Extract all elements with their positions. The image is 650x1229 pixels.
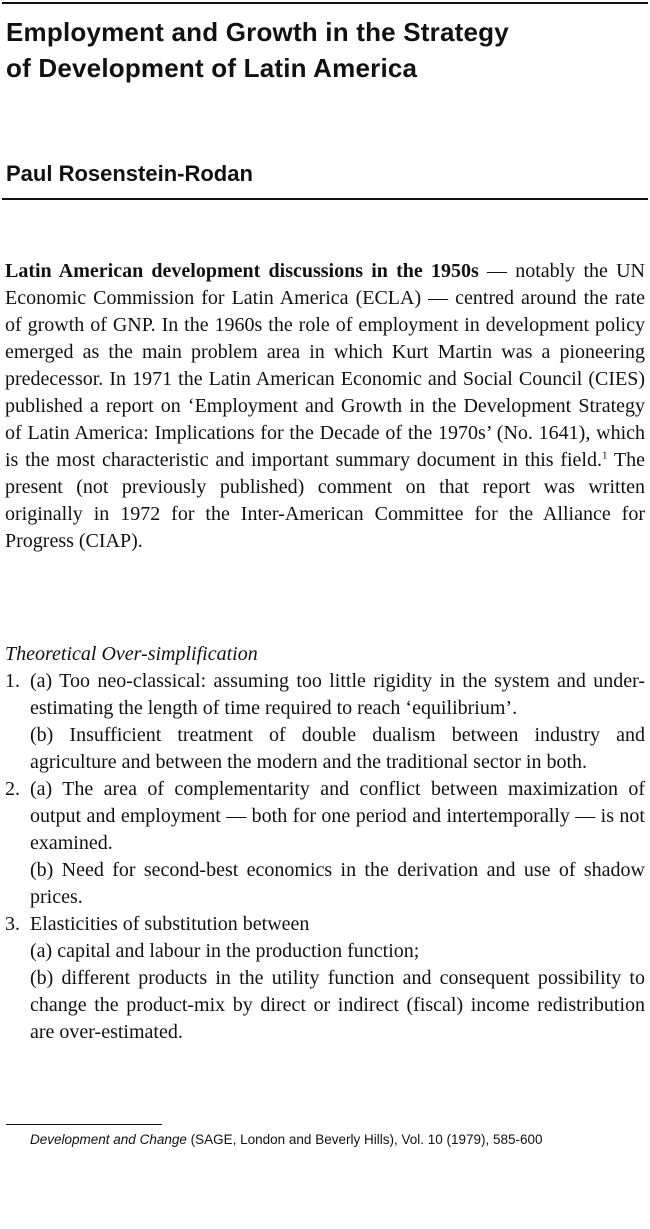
item-number: 3. bbox=[5, 913, 20, 935]
item-part: (a) Too neo-classical: assuming too little rigidity in the system and under-estimating the length of time required to reach ‘equilibrium’. bbox=[30, 670, 645, 719]
abstract-lead: Latin American development discussions in the 1950s bbox=[5, 260, 479, 282]
item-part: (a) capital and labour in the production function; bbox=[30, 940, 420, 962]
item-part: (b) Need for second-best economics in the derivation and use of shadow prices. bbox=[30, 859, 645, 908]
abstract-tail: The present (not previously published) comment on that report was written originally in 1972 for the Inter-American Committee for the Alliance for Progress (CIAP). bbox=[5, 449, 646, 552]
section-heading: Theoretical Over-simplification bbox=[5, 643, 258, 665]
abstract-body: — notably the UN Economic Commission for Latin America (ECLA) — centred around the rate of growth of GNP. In the 1960s the role of employment in development policy emerged as the main problem area in which Kurt Martin was a pioneering predecessor. In 1971 the Latin American Economic and Social Council (CIES) published a report on ‘Employment and Growth in the Development Strategy of Latin America: Implications for the Decade of the 1970s’ (No. 1641), which is the most characteristic and important summary document in this field. bbox=[5, 260, 646, 471]
item-number: 2. bbox=[5, 778, 20, 800]
journal-name: Development and Change bbox=[30, 1132, 187, 1147]
top-rule bbox=[2, 2, 648, 4]
header-rule bbox=[2, 198, 648, 200]
abstract-paragraph bbox=[5, 258, 645, 555]
footnote-marker: 1 bbox=[602, 449, 608, 462]
item-part: (b) different products in the utility function and consequent possibility to change the product-mix by direct or indirect (fiscal) income redistribution are over-estimated. bbox=[30, 967, 645, 1043]
article-title bbox=[6, 14, 646, 86]
item-part: (b) Insufficient treatment of double dualism between industry and agriculture and between the modern and the traditional sector in both. bbox=[30, 724, 645, 773]
item-part: (a) The area of complementarity and conflict between maximization of output and employment — both for one period and intertemporally — is not examined. bbox=[30, 778, 645, 854]
title-line-2: of Development of Latin America bbox=[6, 53, 418, 83]
list-item bbox=[5, 911, 645, 1046]
points-list bbox=[5, 668, 645, 1046]
journal-citation bbox=[30, 1130, 645, 1150]
list-item bbox=[5, 668, 645, 776]
footnote-rule bbox=[6, 1124, 162, 1125]
author-name: Paul Rosenstein-Rodan bbox=[6, 161, 253, 186]
citation-details: (SAGE, London and Beverly Hills), Vol. 10 (1979), 585-600 bbox=[186, 1132, 543, 1147]
title-line-1: Employment and Growth in the Strategy bbox=[6, 17, 509, 47]
item-number: 1. bbox=[5, 670, 20, 692]
item-part: Elasticities of substitution between bbox=[30, 913, 310, 935]
list-item bbox=[5, 776, 645, 911]
